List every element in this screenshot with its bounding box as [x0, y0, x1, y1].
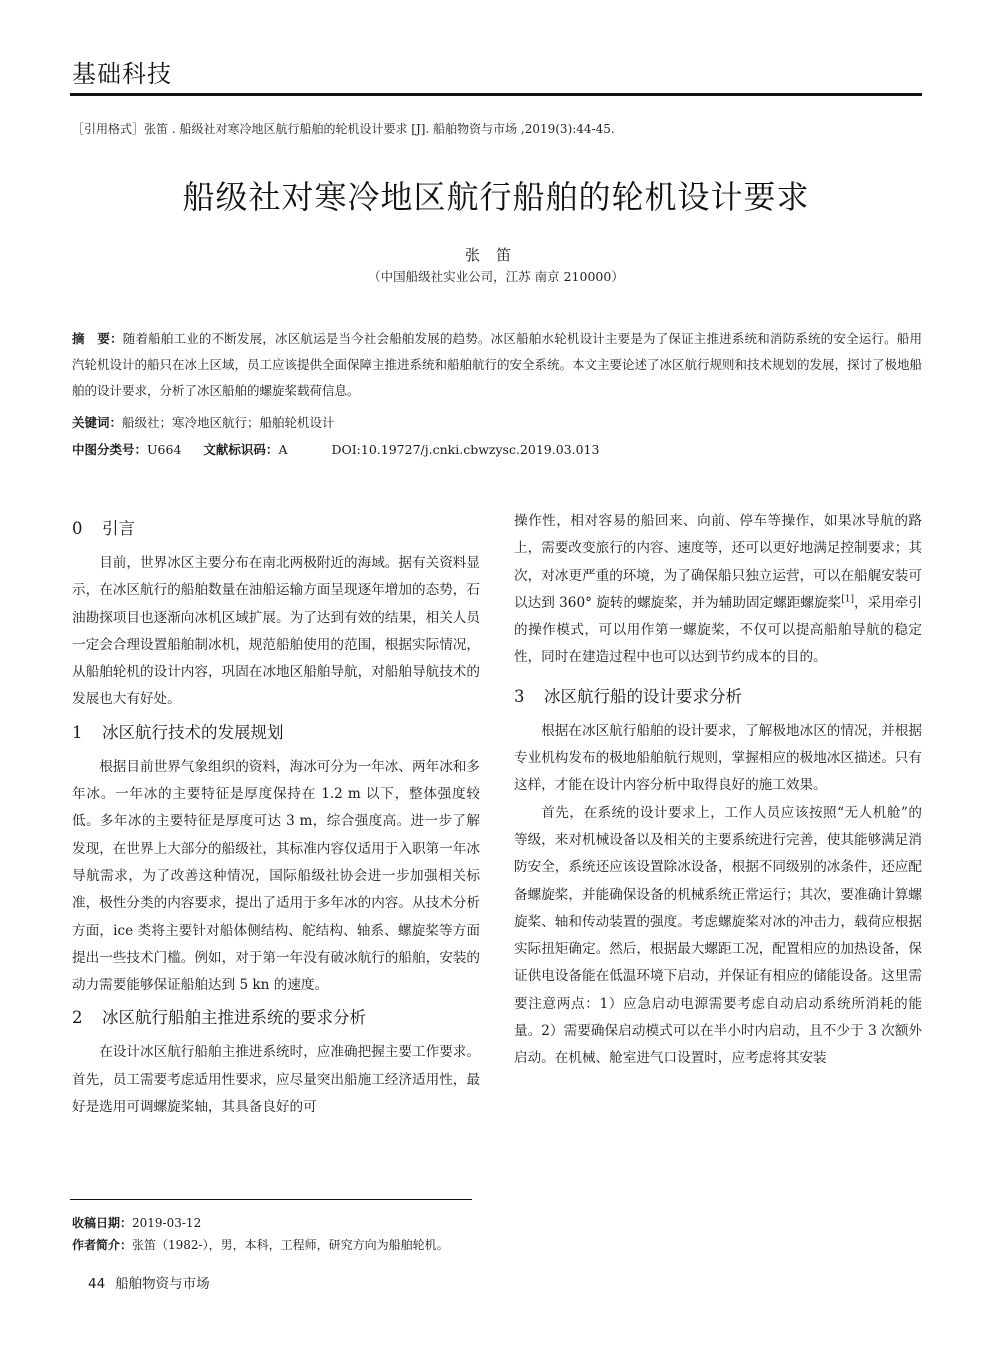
- citation-label: ［引用格式］: [72, 122, 145, 136]
- page-number: 44: [88, 1276, 106, 1292]
- paragraph: 根据在冰区航行船舶的设计要求，了解极地冰区的情况，并根据专业机构发布的极地船舶航行规则，掌握相应的极地冰区描述。只有这样，才能在设计内容分析中取得良好的施工效果。: [514, 722, 922, 794]
- doc-code-value: A: [278, 442, 288, 457]
- abstract-text: 随着船舶工业的不断发展，冰区航运是当今社会船舶发展的趋势。冰区船舶水轮机设计主要是为了保证主推进系统和消防系统的安全运行。船用汽轮机设计的船只在冰上区域，员工应该提供全面保障主推进系统和船舶航行的安全系统。本文主要论述了冰区航行规则和技术规划的发展，探讨了极地船舶的设计要求，分析了冰区船舶的螺旋桨载荷信息。: [72, 331, 923, 398]
- doc-code-label: 文献标识码：: [203, 442, 279, 457]
- section-heading-1: 1 冰区航行技术的发展规划: [72, 722, 284, 742]
- citation-line: [72, 120, 922, 137]
- author-name: 张笛: [464, 246, 527, 264]
- author-bio: 作者简介：张笛（1982-），男，本科，工程师，研究方向为船舶轮机。: [72, 1238, 449, 1252]
- paragraph: 目前，世界冰区主要分布在南北两极附近的海域。据有关资料显示，在冰区航行的船舶数量在油船运输方面呈现逐年增加的态势，石油勘探项目也逐渐向冰机区域扩展。为了达到有效的结果，相关人员一定会合理设置船舶制冰机，规范船舶使用的范围，根据实际情况，从船舶轮机的设计内容，巩固在冰地区船舶导航，对船舶导航技术的发展也大有好处。: [72, 555, 480, 708]
- keywords: [72, 410, 922, 436]
- footnote-rule: [70, 1199, 472, 1200]
- body-column-left: [72, 510, 480, 1121]
- paragraph: 根据目前世界气象组织的资料，海冰可分为一年冰、两年冰和多年冰。一年冰的主要特征是厚度保持在 1.2 m 以下，整体强度较低。多年冰的主要特征是厚度可达 3 m，综合强度高。进一步了解发现，在世界上大部分的船级社，其标准内容仅适用于入职第一年冰导航需求，为了改善这种情况，国际船级社协会进一步加强相关标准，极性分类的内容要求，提出了适用于多年冰的内容。从技术分析方面，ice 类将主要针对船体侧结构、舵结构、轴系、螺旋桨等方面提出一些技术门槛。例如，对于第一年没有破冰航行的船舶，安装的动力需要能够保证船舶达到 5 kn 的速度。: [72, 758, 480, 994]
- abstract-label: 摘 要：: [72, 331, 123, 346]
- citation-reference: [1]: [841, 594, 854, 605]
- page-footer: [88, 1272, 210, 1292]
- paragraph-continued: 操作性，相对容易的船回来、向前、停车等操作，如果冰导航的路上，需要改变旅行的内容、速度等，还可以更好地满足控制要求；其次，对冰更严重的环境，为了确保船只独立运营，可以在船艉安装可以达到 360° 旋转的螺旋桨，并为辅助固定螺距螺旋桨[1]，采用牵引的操作模式，可以用作第一螺旋桨，不仅可以提高船舶导航的稳定性，同时在建造过程中也可以达到节约成本的目的。: [514, 513, 922, 666]
- section-heading-0: 0 引言: [72, 519, 135, 538]
- clc-label: 中图分类号：: [72, 442, 148, 457]
- keywords-text: 船级社；寒冷地区航行；船舶轮机设计: [122, 415, 335, 430]
- classification-line: [72, 437, 922, 463]
- article-title: 船级社对寒冷地区航行船舶的轮机设计要求: [182, 178, 810, 216]
- body-column-right: [514, 508, 922, 1073]
- received-date: 收稿日期：2019-03-12: [72, 1216, 202, 1230]
- paragraph: 在设计冰区航行船舶主推进系统时，应准确把握主要工作要求。首先，员工需要考虑适用性要求，应尽量突出船施工经济适用性，最好是选用可调螺旋桨轴，其具备良好的可: [72, 1044, 480, 1116]
- paragraph: 首先，在系统的设计要求上，工作人员应该按照“无人机舱”的等级，来对机械设备以及相关的主要系统进行完善，使其能够满足消防安全，系统还应该设置除冰设备，根据不同级别的冰条件，还应配备螺旋桨，并能确保设备的机械系统正常运行；其次，要准确计算螺旋桨、轴和传动装置的强度。考虑螺旋桨对冰的冲击力，载荷应根据实际扭矩确定。然后，根据最大螺距工况，配置相应的加热设备，保证供电设备能在低温环境下启动，并保证有相应的储能设备。这里需要注意两点：1）应急启动电源需要考虑自动启动系统所消耗的能量。2）需要确保启动模式可以在半小时内启动，且不少于 3 次额外启动。在机械、舱室进气口设置时，应考虑将其安装: [514, 804, 922, 1067]
- section-tag: 基础科技: [72, 60, 172, 88]
- author-affiliation: （中国船级社实业公司，江苏 南京 210000）: [368, 269, 624, 284]
- citation-text: 张笛 . 船级社对寒冷地区航行船舶的轮机设计要求 [J]. 船舶物资与市场 ,2019(3):44-45.: [144, 122, 615, 136]
- journal-name: 船舶物资与市场: [115, 1276, 210, 1292]
- doi: DOI:10.19727/j.cnki.cbwzysc.2019.03.013: [331, 442, 600, 457]
- abstract: [72, 326, 922, 404]
- clc-value: U664: [147, 442, 182, 457]
- section-heading-3: 3 冰区航行船的设计要求分析: [514, 686, 742, 706]
- section-heading-2: 2 冰区航行船舶主推进系统的要求分析: [72, 1008, 366, 1028]
- keywords-label: 关键词：: [72, 415, 123, 430]
- header-rule: [70, 93, 922, 96]
